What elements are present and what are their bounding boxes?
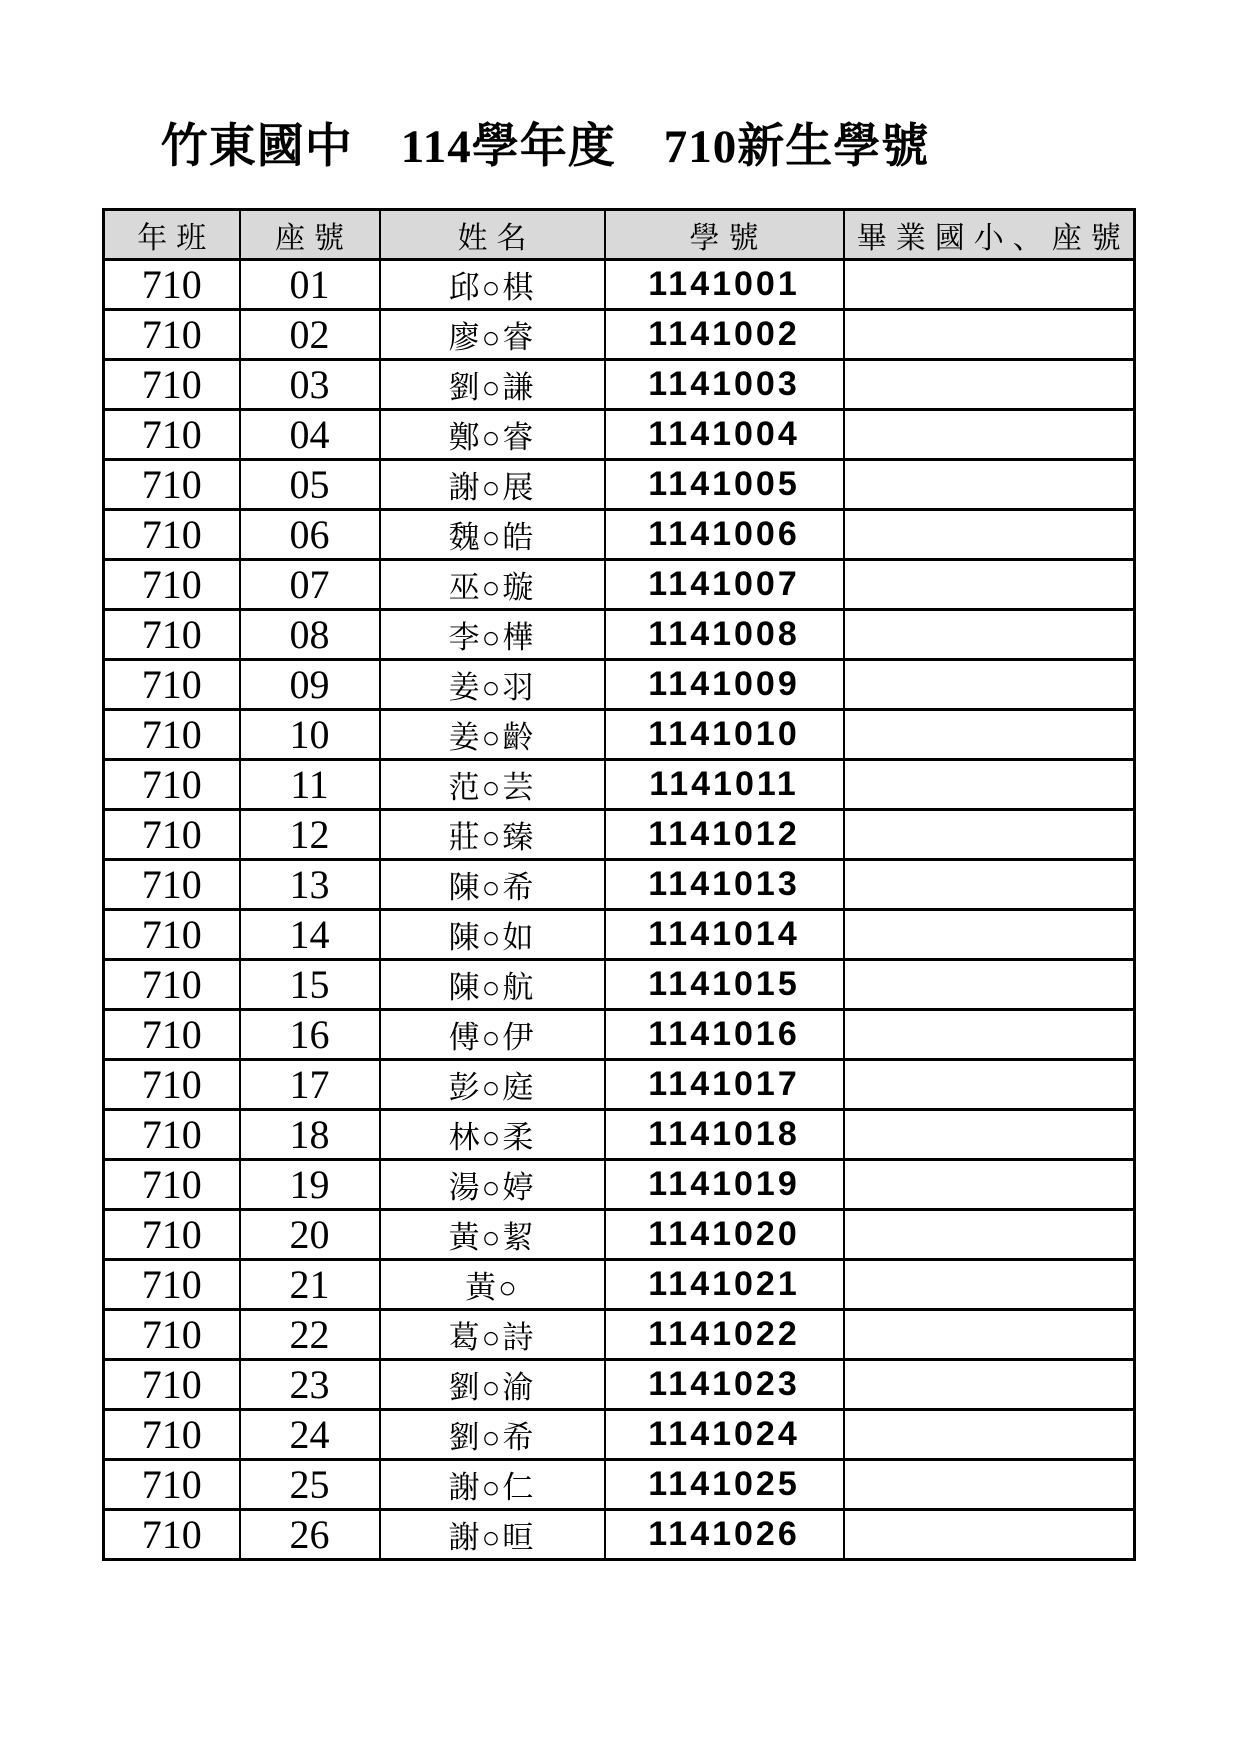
cell-student-name: 劉○謙 — [380, 360, 605, 410]
cell-year-class: 710 — [104, 860, 240, 910]
cell-student-id: 1141016 — [605, 1010, 844, 1060]
header-name: 姓名 — [380, 210, 605, 260]
cell-year-class: 710 — [104, 1060, 240, 1110]
cell-student-id: 1141026 — [605, 1510, 844, 1560]
cell-student-id: 1141018 — [605, 1110, 844, 1160]
table-row — [104, 1510, 1135, 1560]
cell-student-name: 陳○希 — [380, 860, 605, 910]
cell-student-id: 1141005 — [605, 460, 844, 510]
cell-seat-number: 26 — [240, 1510, 380, 1560]
cell-seat-number: 19 — [240, 1160, 380, 1210]
table-row — [104, 1410, 1135, 1460]
table-row — [104, 1160, 1135, 1210]
cell-seat-number: 17 — [240, 1060, 380, 1110]
cell-student-name: 劉○希 — [380, 1410, 605, 1460]
cell-seat-number: 08 — [240, 610, 380, 660]
cell-year-class: 710 — [104, 1360, 240, 1410]
table-row — [104, 1010, 1135, 1060]
cell-student-id: 1141022 — [605, 1310, 844, 1360]
cell-student-name: 巫○璇 — [380, 560, 605, 610]
cell-student-id: 1141025 — [605, 1460, 844, 1510]
cell-student-id: 1141009 — [605, 660, 844, 710]
cell-elementary-school — [844, 410, 1135, 460]
cell-seat-number: 21 — [240, 1260, 380, 1310]
cell-elementary-school — [844, 1410, 1135, 1460]
cell-seat-number: 02 — [240, 310, 380, 360]
cell-student-name: 李○樺 — [380, 610, 605, 660]
cell-seat-number: 10 — [240, 710, 380, 760]
cell-elementary-school — [844, 610, 1135, 660]
cell-elementary-school — [844, 1060, 1135, 1110]
cell-year-class: 710 — [104, 910, 240, 960]
cell-student-name: 葛○詩 — [380, 1310, 605, 1360]
cell-year-class: 710 — [104, 360, 240, 410]
cell-year-class: 710 — [104, 1410, 240, 1460]
cell-student-name: 范○芸 — [380, 760, 605, 810]
cell-seat-number: 15 — [240, 960, 380, 1010]
table-header-row — [104, 210, 1135, 260]
cell-elementary-school — [844, 860, 1135, 910]
cell-elementary-school — [844, 510, 1135, 560]
cell-student-id: 1141021 — [605, 1260, 844, 1310]
cell-student-name: 姜○羽 — [380, 660, 605, 710]
cell-student-id: 1141007 — [605, 560, 844, 610]
cell-year-class: 710 — [104, 760, 240, 810]
cell-student-name: 黃○ — [380, 1260, 605, 1310]
cell-elementary-school — [844, 1160, 1135, 1210]
cell-student-id: 1141019 — [605, 1160, 844, 1210]
cell-seat-number: 07 — [240, 560, 380, 610]
cell-student-name: 湯○婷 — [380, 1160, 605, 1210]
cell-elementary-school — [844, 360, 1135, 410]
cell-year-class: 710 — [104, 460, 240, 510]
cell-seat-number: 20 — [240, 1210, 380, 1260]
cell-year-class: 710 — [104, 1310, 240, 1360]
cell-year-class: 710 — [104, 560, 240, 610]
cell-seat-number: 25 — [240, 1460, 380, 1510]
table-row — [104, 560, 1135, 610]
cell-student-name: 謝○展 — [380, 460, 605, 510]
cell-seat-number: 04 — [240, 410, 380, 460]
table-row — [104, 760, 1135, 810]
cell-year-class: 710 — [104, 710, 240, 760]
cell-student-name: 廖○睿 — [380, 310, 605, 360]
cell-elementary-school — [844, 960, 1135, 1010]
table-row — [104, 1310, 1135, 1360]
table-row — [104, 1460, 1135, 1510]
table-row — [104, 910, 1135, 960]
cell-student-name: 陳○航 — [380, 960, 605, 1010]
table-row — [104, 1360, 1135, 1410]
cell-student-name: 謝○仁 — [380, 1460, 605, 1510]
cell-elementary-school — [844, 1260, 1135, 1310]
cell-elementary-school — [844, 760, 1135, 810]
table-row — [104, 1210, 1135, 1260]
cell-year-class: 710 — [104, 510, 240, 560]
cell-elementary-school — [844, 1360, 1135, 1410]
cell-year-class: 710 — [104, 1160, 240, 1210]
table-row — [104, 1060, 1135, 1110]
table-row — [104, 410, 1135, 460]
cell-seat-number: 12 — [240, 810, 380, 860]
cell-student-id: 1141004 — [605, 410, 844, 460]
cell-seat-number: 23 — [240, 1360, 380, 1410]
cell-year-class: 710 — [104, 1260, 240, 1310]
cell-elementary-school — [844, 1210, 1135, 1260]
cell-student-name: 黃○絜 — [380, 1210, 605, 1260]
cell-student-id: 1141013 — [605, 860, 844, 910]
cell-student-name: 魏○皓 — [380, 510, 605, 560]
cell-year-class: 710 — [104, 1110, 240, 1160]
cell-student-id: 1141006 — [605, 510, 844, 560]
cell-seat-number: 14 — [240, 910, 380, 960]
header-elementary-school: 畢業國小、座號 — [844, 210, 1135, 260]
cell-seat-number: 05 — [240, 460, 380, 510]
cell-student-id: 1141020 — [605, 1210, 844, 1260]
cell-year-class: 710 — [104, 1210, 240, 1260]
cell-elementary-school — [844, 810, 1135, 860]
cell-student-name: 姜○齡 — [380, 710, 605, 760]
cell-year-class: 710 — [104, 410, 240, 460]
cell-student-id: 1141023 — [605, 1360, 844, 1410]
table-row — [104, 1260, 1135, 1310]
table-row — [104, 810, 1135, 860]
cell-student-name: 陳○如 — [380, 910, 605, 960]
student-roster-table — [102, 208, 1136, 1561]
cell-student-name: 鄭○睿 — [380, 410, 605, 460]
cell-year-class: 710 — [104, 960, 240, 1010]
page-title: 竹東國中 114學年度 710新生學號 — [160, 121, 930, 173]
cell-elementary-school — [844, 1310, 1135, 1360]
table-row — [104, 1110, 1135, 1160]
table-row — [104, 510, 1135, 560]
header-seat-number: 座號 — [240, 210, 380, 260]
cell-student-name: 傅○伊 — [380, 1010, 605, 1060]
cell-elementary-school — [844, 710, 1135, 760]
cell-elementary-school — [844, 1460, 1135, 1510]
cell-seat-number: 06 — [240, 510, 380, 560]
cell-seat-number: 09 — [240, 660, 380, 710]
cell-elementary-school — [844, 260, 1135, 310]
cell-year-class: 710 — [104, 1510, 240, 1560]
cell-student-name: 邱○棋 — [380, 260, 605, 310]
cell-year-class: 710 — [104, 260, 240, 310]
cell-student-id: 1141011 — [605, 760, 844, 810]
header-student-id: 學號 — [605, 210, 844, 260]
cell-seat-number: 03 — [240, 360, 380, 410]
cell-student-id: 1141024 — [605, 1410, 844, 1460]
cell-student-id: 1141014 — [605, 910, 844, 960]
cell-seat-number: 22 — [240, 1310, 380, 1360]
cell-student-id: 1141010 — [605, 710, 844, 760]
cell-student-id: 1141012 — [605, 810, 844, 860]
cell-seat-number: 18 — [240, 1110, 380, 1160]
cell-elementary-school — [844, 660, 1135, 710]
cell-elementary-school — [844, 310, 1135, 360]
table-row — [104, 360, 1135, 410]
cell-seat-number: 24 — [240, 1410, 380, 1460]
cell-year-class: 710 — [104, 310, 240, 360]
cell-student-id: 1141015 — [605, 960, 844, 1010]
cell-year-class: 710 — [104, 1010, 240, 1060]
cell-student-id: 1141002 — [605, 310, 844, 360]
table-body — [104, 260, 1135, 1560]
cell-student-id: 1141017 — [605, 1060, 844, 1110]
table-row — [104, 460, 1135, 510]
cell-student-name: 謝○晅 — [380, 1510, 605, 1560]
cell-elementary-school — [844, 460, 1135, 510]
cell-student-id: 1141003 — [605, 360, 844, 410]
cell-year-class: 710 — [104, 810, 240, 860]
cell-elementary-school — [844, 910, 1135, 960]
cell-seat-number: 13 — [240, 860, 380, 910]
cell-student-name: 莊○臻 — [380, 810, 605, 860]
table-row — [104, 960, 1135, 1010]
cell-year-class: 710 — [104, 660, 240, 710]
cell-elementary-school — [844, 560, 1135, 610]
cell-seat-number: 16 — [240, 1010, 380, 1060]
cell-elementary-school — [844, 1510, 1135, 1560]
cell-year-class: 710 — [104, 1460, 240, 1510]
cell-student-name: 劉○渝 — [380, 1360, 605, 1410]
table-row — [104, 610, 1135, 660]
header-year-class: 年班 — [104, 210, 240, 260]
cell-year-class: 710 — [104, 610, 240, 660]
cell-student-id: 1141001 — [605, 260, 844, 310]
cell-elementary-school — [844, 1010, 1135, 1060]
cell-student-name: 彭○庭 — [380, 1060, 605, 1110]
cell-elementary-school — [844, 1110, 1135, 1160]
table-row — [104, 310, 1135, 360]
cell-seat-number: 11 — [240, 760, 380, 810]
table-row — [104, 710, 1135, 760]
cell-student-name: 林○柔 — [380, 1110, 605, 1160]
table-row — [104, 260, 1135, 310]
cell-student-id: 1141008 — [605, 610, 844, 660]
table-row — [104, 860, 1135, 910]
table-row — [104, 660, 1135, 710]
cell-seat-number: 01 — [240, 260, 380, 310]
